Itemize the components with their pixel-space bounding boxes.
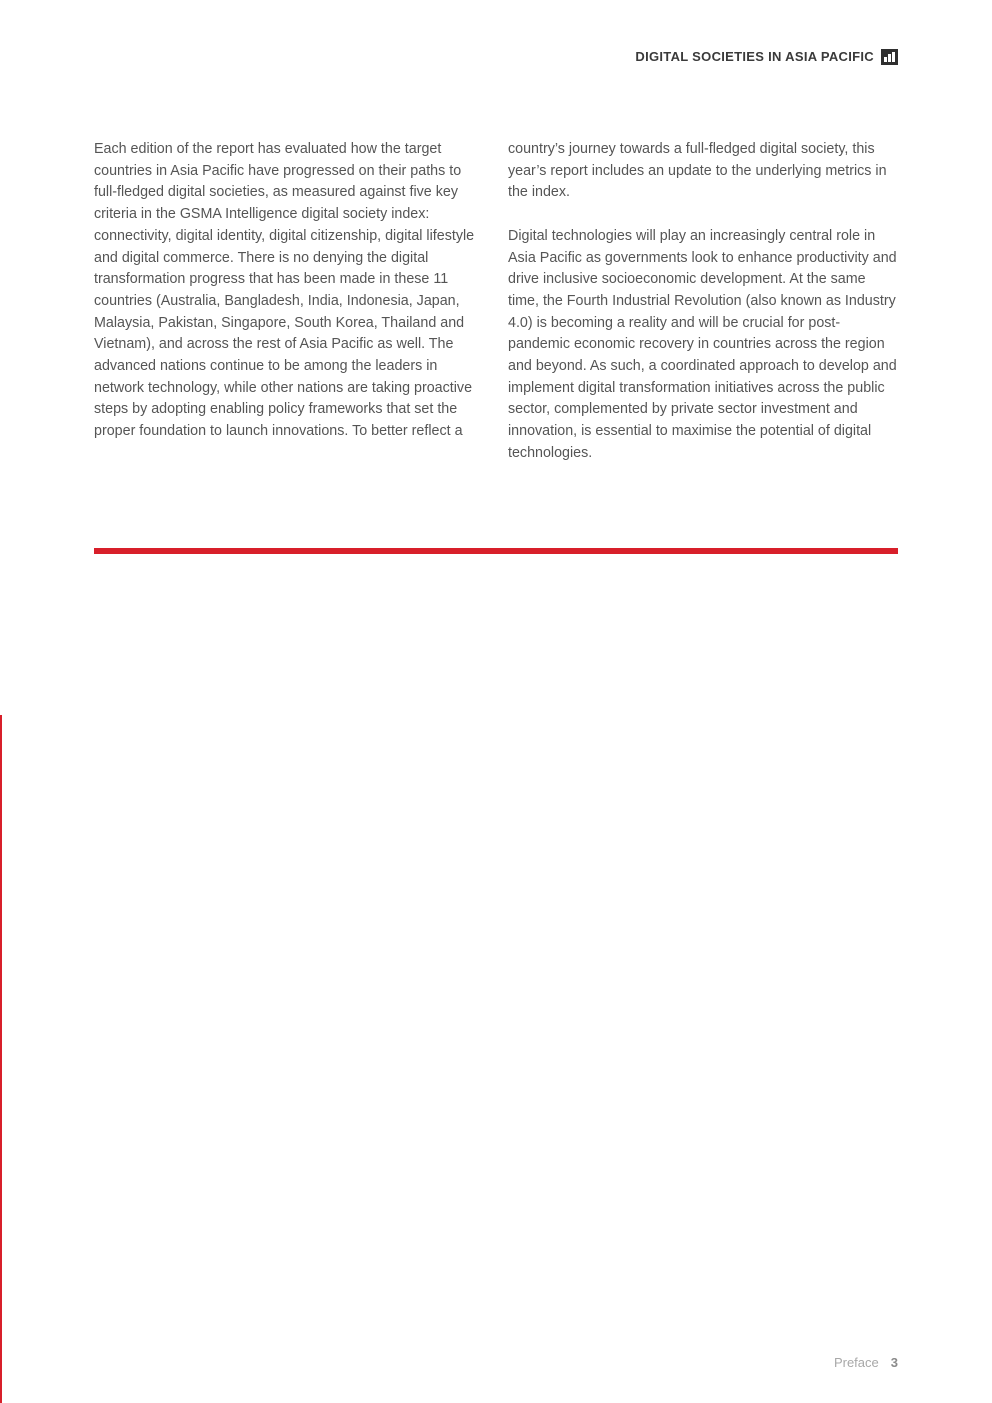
page-number: 3: [890, 1355, 898, 1370]
right-column: [508, 139, 900, 465]
running-header-title: DIGITAL SOCIETIES IN ASIA PACIFIC: [635, 49, 874, 64]
footer-section-label: Preface: [833, 1355, 879, 1370]
body-paragraph: country’s journey towards a full-fledged digital society, this year’s report includes an update to the underlying metrics in the index.: [508, 141, 887, 201]
section-divider: [94, 548, 898, 554]
bar-chart-icon: [881, 49, 898, 65]
page-edge-accent-line: [0, 715, 2, 1403]
left-column: [94, 139, 482, 443]
body-paragraph: Each edition of the report has evaluated how the target countries in Asia Pacific have progressed on their paths to full-fledged digital societies, as measured against five key criteria in the GSMA Intelligence digital society index: connectivity, digital identity, digital citizenship, digital lifestyle and digital commerce. There is no denying the digital transformation progress that has been made in these 11 countries (Australia, Bangladesh, India, Indonesia, Japan, Malaysia, Pakistan, Singapore, South Korea, Thailand and Vietnam), and across the rest of Asia Pacific as well. The advanced nations continue to be among the leaders in network technology, while other nations are taking proactive steps by adopting enabling policy frameworks that set the proper foundation to launch innovations. To better reflect a: [94, 141, 475, 440]
body-paragraph: Digital technologies will play an increasingly central role in Asia Pacific as governments look to enhance productivity and drive inclusive socioeconomic development. At the same time, the Fourth Industrial Revolution (also known as Industry 4.0) is becoming a reality and will be crucial for post-pandemic economic recovery in countries across the region and beyond. As such, a coordinated approach to develop and implement digital transformation initiatives across the public sector, complemented by private sector investment and innovation, is essential to maximise the potential of digital technologies.: [508, 227, 897, 461]
page-footer: [834, 1355, 898, 1370]
